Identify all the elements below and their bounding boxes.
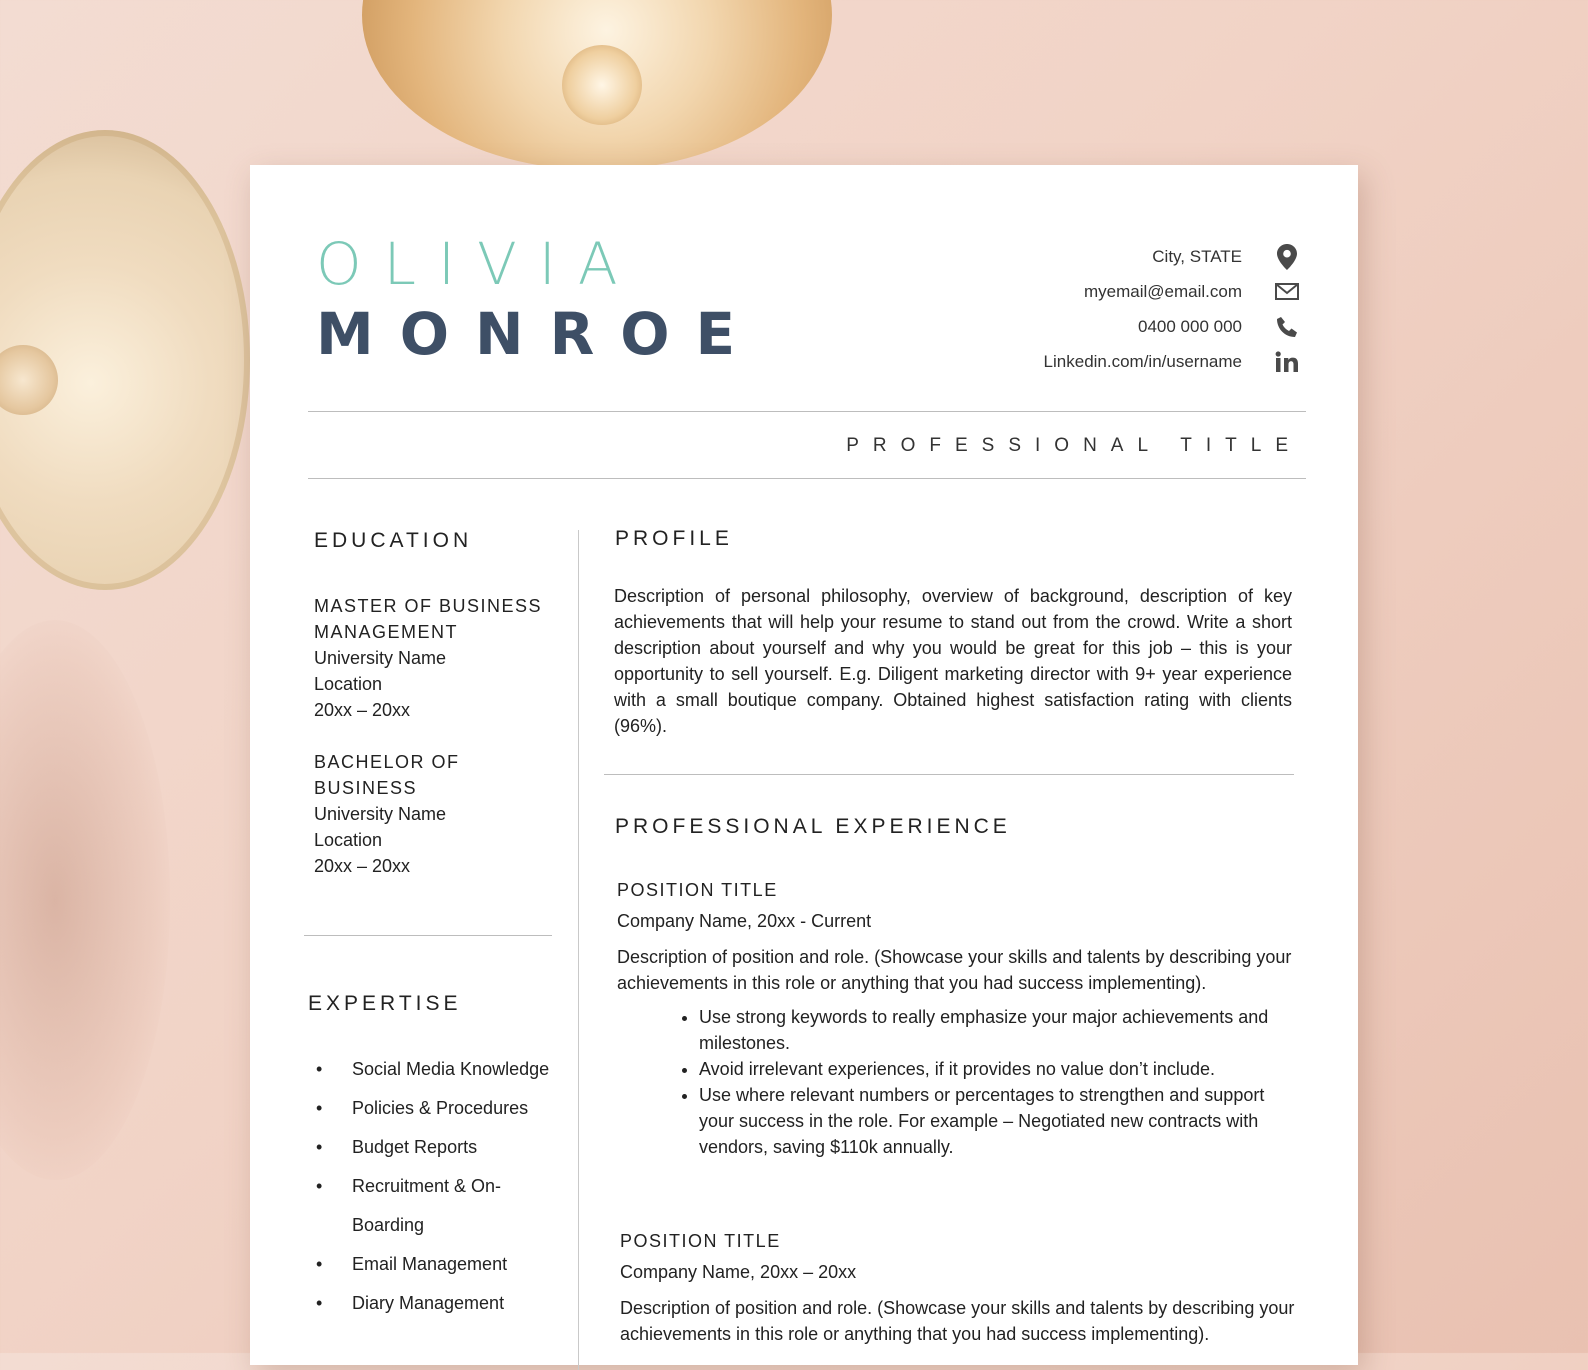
list-item: • Avoid irrelevant experiences, if it provides no value don’t include. <box>699 1056 1297 1082</box>
list-item: • Email Management <box>314 1245 564 1284</box>
contact-location: City, STATE <box>882 239 1302 274</box>
linkedin-icon <box>1272 351 1302 373</box>
list-item: • Diary Management <box>314 1284 564 1323</box>
column-divider <box>578 530 579 1370</box>
resume-page <box>250 165 1358 1365</box>
education-entry <box>314 749 564 879</box>
degree-title: MASTER OF BUSINESS <box>314 596 543 616</box>
champagne-glass-top <box>362 0 832 170</box>
envelope-icon <box>1272 283 1302 300</box>
list-item: • Policies & Procedures <box>314 1089 564 1128</box>
list-item: • Use where relevant numbers or percentages to strengthen and support your success in the role. For example – Negotiated new contracts with vendors, saving $110k annually. <box>699 1082 1297 1160</box>
glass-shadow <box>0 620 170 1180</box>
profile-rule <box>604 774 1294 775</box>
expertise-list <box>314 1050 564 1323</box>
profile-heading: PROFILE <box>615 527 733 550</box>
achievement-list <box>617 1004 1297 1160</box>
position-title: POSITION TITLE <box>620 1231 781 1251</box>
champagne-glass-left <box>0 130 250 590</box>
expertise-heading: EXPERTISE <box>308 992 462 1015</box>
university-name: University Name <box>314 648 447 668</box>
header-rule-top <box>308 411 1306 412</box>
education-entry <box>314 593 564 723</box>
professional-title: PROFESSIONAL TITLE <box>846 435 1302 456</box>
job-entry <box>617 877 1297 1160</box>
education-dates: 20xx – 20xx <box>314 856 411 876</box>
list-item: • Recruitment & On-Boarding <box>314 1167 564 1245</box>
list-item: • Budget Reports <box>314 1128 564 1167</box>
contact-block <box>882 239 1302 379</box>
company-name: Company Name, 20xx – 20xx <box>620 1262 857 1282</box>
company-name: Company Name, 20xx - Current <box>617 911 872 931</box>
degree-title: BACHELOR OF <box>314 752 460 772</box>
position-description: Description of position and role. (Showcase your skills and talents by describing your achievements in this role or anything that you had success implementing). <box>617 947 1292 993</box>
position-title: POSITION TITLE <box>617 880 778 900</box>
contact-email: myemail@email.com <box>882 274 1302 309</box>
contact-phone: 0400 000 000 <box>882 309 1302 344</box>
last-name: MONROE <box>316 300 762 368</box>
contact-linkedin: Linkedin.com/in/username <box>882 344 1302 379</box>
profile-text: Description of personal philosophy, overview of background, description of key achievements that will help your resume to stand out from the crowd. Write a short description about yourself and why you would be great for this job – this is your opportunity to sell yourself. E.g. Diligent marketing director with 9+ year experience with a small boutique company. Obtained highest satisfaction rating with clients (96%). <box>614 586 1292 736</box>
degree-title-cont: MANAGEMENT <box>314 622 459 642</box>
university-location: Location <box>314 830 383 850</box>
education-heading: EDUCATION <box>314 529 473 552</box>
experience-heading: PROFESSIONAL EXPERIENCE <box>615 815 1011 838</box>
phone-icon <box>1272 316 1302 338</box>
job-entry <box>620 1228 1300 1347</box>
first-name: OLIVIA <box>316 230 640 298</box>
university-name: University Name <box>314 804 447 824</box>
university-location: Location <box>314 674 383 694</box>
position-description: Description of position and role. (Showcase your skills and talents by describing your achievements in this role or anything that you had success implementing). <box>620 1298 1295 1344</box>
header-rule-bottom <box>308 478 1306 479</box>
degree-title-cont: BUSINESS <box>314 778 418 798</box>
left-section-rule <box>304 935 552 936</box>
list-item: • Social Media Knowledge <box>314 1050 564 1089</box>
location-pin-icon <box>1272 244 1302 270</box>
education-dates: 20xx – 20xx <box>314 700 411 720</box>
list-item: • Use strong keywords to really emphasize your major achievements and milestones. <box>699 1004 1297 1056</box>
